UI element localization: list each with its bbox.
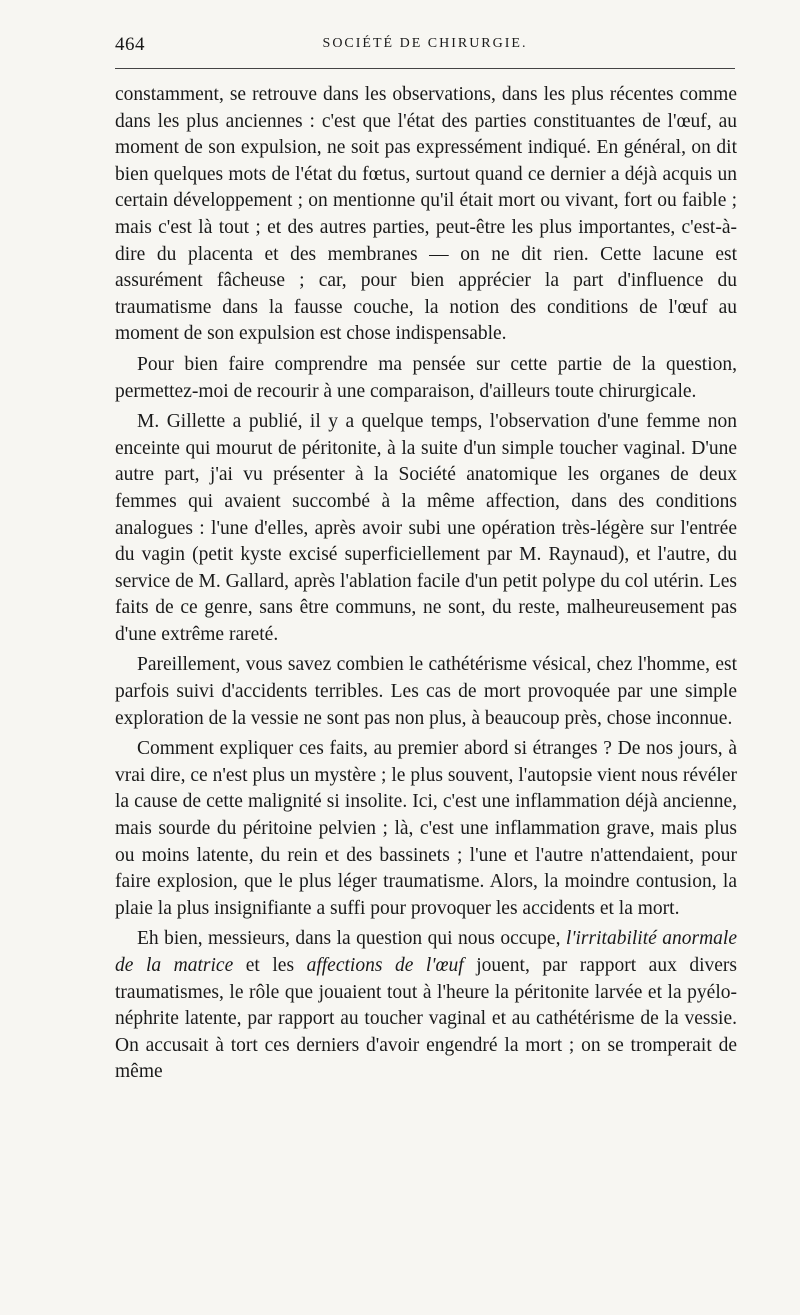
italic-phrase-irritabilite: l'irritabilité anormale de la matrice [115,928,737,976]
paragraph-3: M. Gillette a publié, il y a quelque temps, l'observation d'une femme non enceinte qui mourut de péritonite, à la suite d'un simple toucher vaginal. D'une autre part, j'ai vu présenter à la Société anatomique les organes de deux femmes qui avaient succombé à la même affection, dans des conditions analogues : l'une d'elles, après avoir subi une opération très-légère sur l'entrée du vagin (petit kyste excisé superficiellement par M. Raynaud), et l'autre, du service de M. Gallard, après l'ablation facile d'un petit polype du col utérin. Les faits de ce genre, sans être communs, ne sont, du reste, malheureusement pas d'une extrême rareté. [115,411,737,645]
header-rule [115,68,735,69]
body-text [115,82,737,1090]
page-header [115,30,735,60]
paragraph-6-mid: et les [233,955,307,976]
running-head: SOCIÉTÉ DE CHIRURGIE. [322,36,528,51]
page-number: 464 [115,34,145,55]
italic-phrase-affections: affections de l'œuf [306,955,464,976]
paragraph-6-lead: Eh bien, messieurs, dans la question qui nous occupe, [137,928,566,950]
paragraph-6 [115,926,737,1086]
paragraph-5: Comment expliquer ces faits, au premier abord si étranges ? De nos jours, à vrai dire, ce n'est plus un mystère ; le plus souvent, l'autopsie vient nous révéler la cause de cette malignité si insolite. Ici, c'est une inflammation déjà ancienne, mais sourde du péritoine pelvien ; là, c'est une inflammation grave, mais plus ou moins latente, du rein et des bassinets ; l'une et l'autre n'attendaient, pour faire explosion, que le plus léger traumatisme. Alors, la moindre contusion, la plaie la plus insignifiante a suffi pour provoquer les accidents et la mort. [115,738,737,919]
paragraph-2: Pour bien faire comprendre ma pensée sur cette partie de la question, permettez-moi de recourir à une comparaison, d'ailleurs toute chirurgicale. [115,353,737,402]
paragraph-1: constamment, se retrouve dans les observations, dans les plus récentes comme dans les plus anciennes : c'est que l'état des parties constituantes de l'œuf, au moment de son expulsion, ne soit pas expressément indiqué. En général, on dit bien quelques mots de l'état du fœtus, surtout quand ce dernier a déjà acquis un certain développement ; on mentionne qu'il était mort ou vivant, fort ou faible ; mais c'est là tout ; et des autres parties, peut-être les plus importantes, c'est-à-dire du placenta et des membranes — on ne dit rien. Cette lacune est assurément fâcheuse ; car, pour bien apprécier la part d'influence du traumatisme dans la fausse couche, la notion des conditions de l'œuf au moment de son expulsion est chose indispensable. [115,84,737,345]
paragraph-6-tail: jouent, par rapport aux divers traumatismes, le rôle que jouaient tout à l'heure la péritonite larvée et la pyélo-néphrite latente, par rapport au toucher vaginal et au cathétérisme de la vessie. On accusait à tort ces derniers d'avoir engendré la mort ; on se tromperait de même [115,955,738,1083]
paragraph-4: Pareillement, vous savez combien le cathétérisme vésical, chez l'homme, est parfois suivi d'accidents terribles. Les cas de mort provoquée par une simple exploration de la vessie ne sont pas non plus, à beaucoup près, chose inconnue. [115,654,737,729]
